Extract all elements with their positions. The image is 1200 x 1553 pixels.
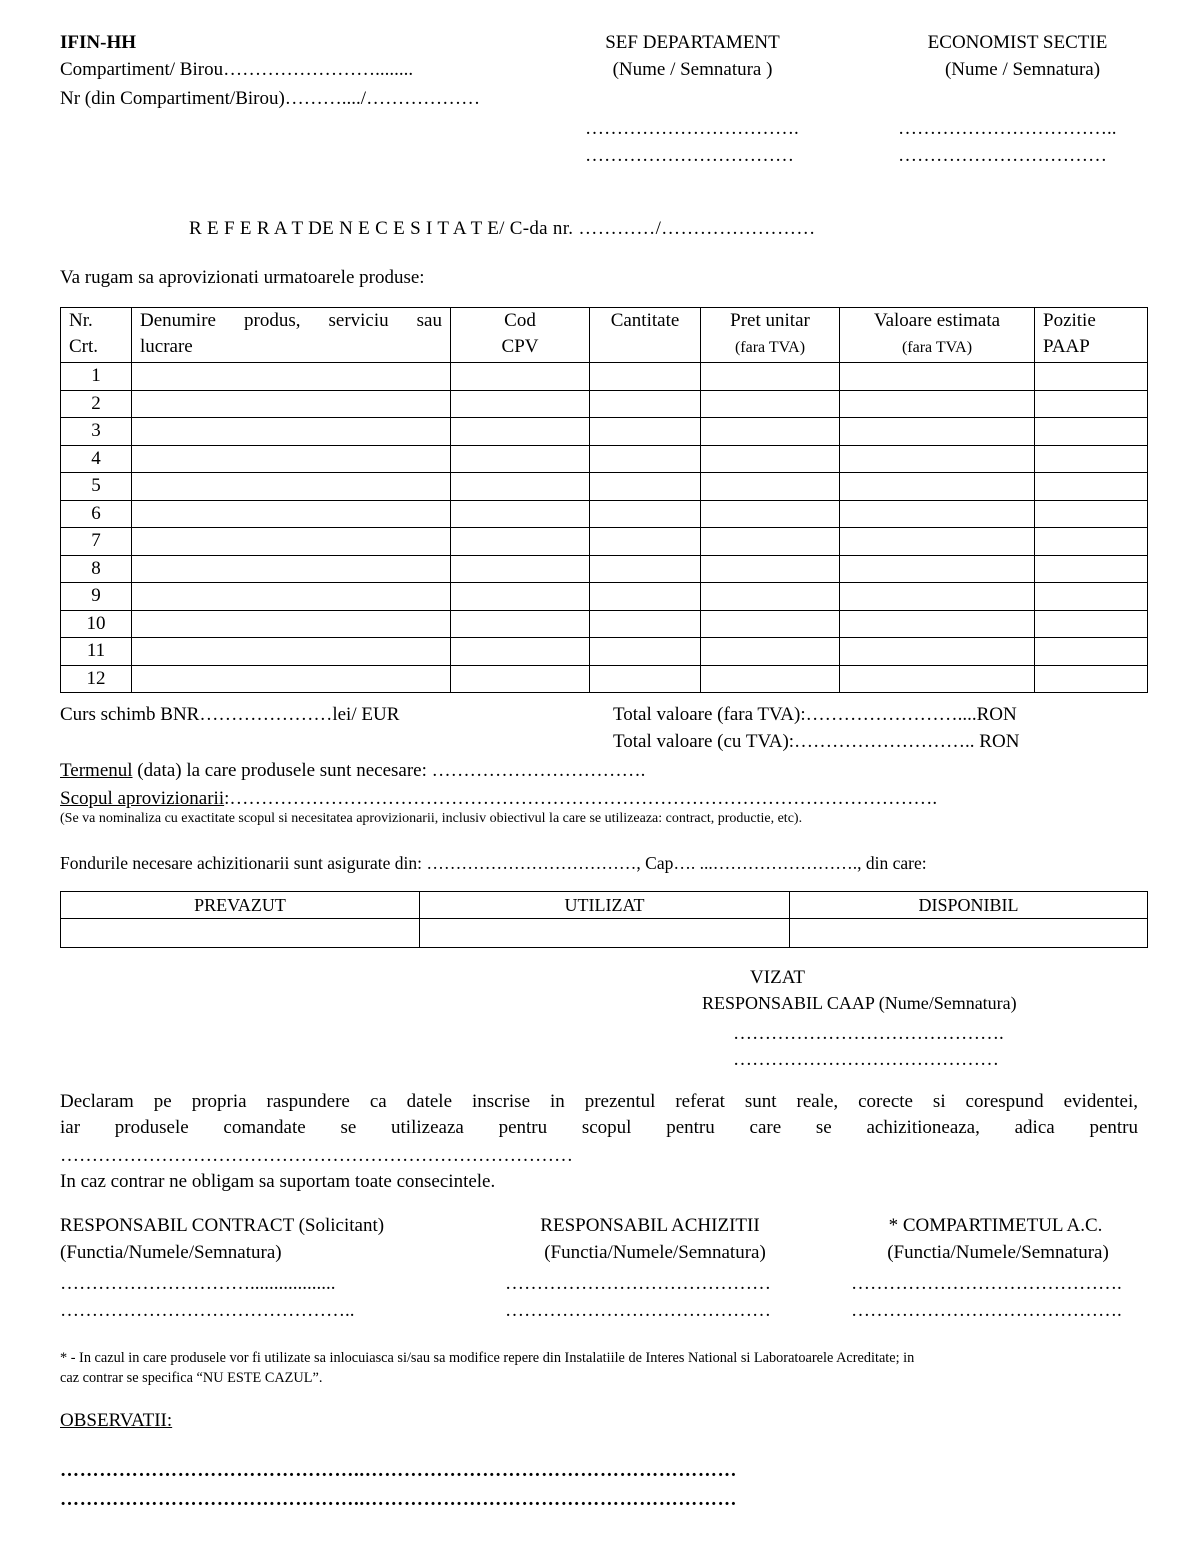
header-pret-unitar: Pret unitar (fara TVA) (701, 308, 840, 363)
funds-utilizat-cell[interactable] (420, 919, 790, 948)
denumire-cell[interactable] (132, 528, 451, 556)
purpose-field[interactable]: Scopul aprovizionarii:…………………………………………………………………………………………………. (60, 788, 938, 809)
valoare-estimata-cell[interactable] (840, 528, 1035, 556)
denumire-cell[interactable] (132, 555, 451, 583)
row-number: 12 (61, 665, 132, 693)
cod-cpv-cell[interactable] (451, 583, 590, 611)
pozitie-paap-cell[interactable] (1035, 418, 1148, 446)
pret-unitar-cell[interactable] (701, 363, 840, 391)
compartment-field[interactable]: Compartiment/ Birou……………………........ (60, 59, 414, 80)
pozitie-paap-cell[interactable] (1035, 638, 1148, 666)
cantitate-cell[interactable] (590, 500, 701, 528)
vizat-title: VIZAT (750, 967, 805, 988)
denumire-cell[interactable] (132, 445, 451, 473)
department-head-signature-line-2[interactable]: …………………………… (585, 145, 794, 166)
denumire-cell[interactable] (132, 583, 451, 611)
denumire-cell[interactable] (132, 665, 451, 693)
cod-cpv-cell[interactable] (451, 665, 590, 693)
table-row (61, 418, 1148, 446)
department-head-title: SEF DEPARTAMENT (605, 32, 780, 53)
pret-unitar-cell[interactable] (701, 610, 840, 638)
pozitie-paap-cell[interactable] (1035, 528, 1148, 556)
observations-line-1[interactable]: ………………………………………..………………………………………………… (60, 1460, 738, 1481)
economist-title: ECONOMIST SECTIE (927, 32, 1108, 53)
declaration-line-4: In caz contrar ne obligam sa suportam toate consecintele. (60, 1171, 496, 1192)
observations-line-2[interactable]: ………………………………………..………………………………………………… (60, 1489, 738, 1510)
valoare-estimata-cell[interactable] (840, 418, 1035, 446)
deadline-label: Termenul (60, 760, 133, 781)
vizat-signature-line-2[interactable]: …………………………………… (733, 1049, 999, 1070)
row-number: 10 (61, 610, 132, 638)
cod-cpv-cell[interactable] (451, 473, 590, 501)
organization-name: IFIN-HH (60, 32, 136, 53)
ac-signature-line-2[interactable]: ……………………………………. (851, 1300, 1122, 1321)
pret-unitar-cell[interactable] (701, 445, 840, 473)
funds-value-row (61, 919, 1148, 948)
table-row (61, 390, 1148, 418)
valoare-estimata-cell[interactable] (840, 363, 1035, 391)
funds-header-prevazut: PREVAZUT (61, 892, 420, 919)
contract-signature-line-1[interactable]: ………………………….................. (60, 1273, 336, 1294)
acquisitions-signature-line-2[interactable]: …………………………………… (505, 1300, 771, 1321)
funds-header-disponibil: DISPONIBIL (790, 892, 1148, 919)
acquisitions-signature-line-1[interactable]: …………………………………… (505, 1273, 771, 1294)
cantitate-cell[interactable] (590, 473, 701, 501)
ac-compartment-title: * COMPARTIMETUL A.C. (888, 1215, 1103, 1236)
denumire-cell[interactable] (132, 500, 451, 528)
cod-cpv-cell[interactable] (451, 390, 590, 418)
department-head-signature-line-1[interactable]: ……………………………. (585, 118, 799, 139)
funds-header-utilizat: UTILIZAT (420, 892, 790, 919)
table-row (61, 638, 1148, 666)
row-number: 1 (61, 363, 132, 391)
declaration-line-1: Declaram pe propria raspundere ca datele inscrise in prezentul referat sunt reale, corecte si corespund evidentei, (60, 1091, 1138, 1112)
pozitie-paap-cell[interactable] (1035, 363, 1148, 391)
funds-table (60, 891, 1148, 948)
table-row (61, 583, 1148, 611)
row-number: 2 (61, 390, 132, 418)
table-row (61, 555, 1148, 583)
pret-unitar-cell[interactable] (701, 638, 840, 666)
cantitate-cell[interactable] (590, 528, 701, 556)
cod-cpv-cell[interactable] (451, 500, 590, 528)
valoare-estimata-cell[interactable] (840, 665, 1035, 693)
header-denumire: Denumire produs, serviciu sau lucrare (132, 308, 451, 363)
cod-cpv-cell[interactable] (451, 363, 590, 391)
cantitate-cell[interactable] (590, 418, 701, 446)
observations-label: OBSERVATII: (60, 1410, 173, 1431)
pret-unitar-cell[interactable] (701, 390, 840, 418)
pret-unitar-cell[interactable] (701, 528, 840, 556)
cantitate-cell[interactable] (590, 665, 701, 693)
valoare-estimata-cell[interactable] (840, 638, 1035, 666)
cantitate-cell[interactable] (590, 390, 701, 418)
declaration-line-2: iar produsele comandate se utilizeaza pentru scopul pentru care se achizitioneaza, adica pentru (60, 1117, 1138, 1138)
header-nr: Nr. Crt. (61, 308, 132, 363)
denumire-cell[interactable] (132, 418, 451, 446)
table-row (61, 445, 1148, 473)
cod-cpv-cell[interactable] (451, 610, 590, 638)
acquisitions-responsible-subtitle: (Functia/Numele/Semnatura) (544, 1242, 766, 1263)
pret-unitar-cell[interactable] (701, 418, 840, 446)
pozitie-paap-cell[interactable] (1035, 500, 1148, 528)
valoare-estimata-cell[interactable] (840, 610, 1035, 638)
pozitie-paap-cell[interactable] (1035, 555, 1148, 583)
table-row (61, 528, 1148, 556)
total-with-vat-field[interactable]: Total valoare (cu TVA):……………………….. RON (613, 731, 1020, 752)
pozitie-paap-cell[interactable] (1035, 390, 1148, 418)
pret-unitar-cell[interactable] (701, 583, 840, 611)
ac-compartment-subtitle: (Functia/Numele/Semnatura) (887, 1242, 1109, 1263)
vizat-signature-line-1[interactable]: ……………………………………. (733, 1023, 1004, 1044)
header-cantitate: Cantitate (590, 308, 701, 363)
cantitate-cell[interactable] (590, 445, 701, 473)
department-head-subtitle: (Nume / Semnatura ) (612, 59, 773, 80)
pret-unitar-cell[interactable] (701, 555, 840, 583)
funds-disponibil-cell[interactable] (790, 919, 1148, 948)
table-row (61, 473, 1148, 501)
valoare-estimata-cell[interactable] (840, 555, 1035, 583)
cantitate-cell[interactable] (590, 363, 701, 391)
funds-header-row (61, 892, 1148, 919)
intro-text: Va rugam sa aprovizionati urmatoarele produse: (60, 267, 425, 288)
funds-source-field[interactable]: Fondurile necesare achizitionarii sunt asigurate din: ………………………………, Cap…. ...……………………., din care: (60, 853, 927, 873)
vizat-subtitle: RESPONSABIL CAAP (Nume/Semnatura) (702, 993, 1017, 1013)
pozitie-paap-cell[interactable] (1035, 583, 1148, 611)
registration-number-field[interactable]: Nr (din Compartiment/Birou)………..../……………… (60, 88, 481, 109)
denumire-cell[interactable] (132, 638, 451, 666)
exchange-rate-field[interactable]: Curs schimb BNR…………………lei/ EUR (60, 704, 400, 725)
row-number: 9 (61, 583, 132, 611)
header-cod-cpv: Cod CPV (451, 308, 590, 363)
row-number: 7 (61, 528, 132, 556)
row-number: 4 (61, 445, 132, 473)
contract-responsible-subtitle: (Functia/Numele/Semnatura) (60, 1242, 282, 1263)
cantitate-cell[interactable] (590, 555, 701, 583)
row-number: 5 (61, 473, 132, 501)
contract-signature-line-2[interactable]: ……………………………………….. (60, 1300, 355, 1321)
acquisitions-responsible-title: RESPONSABIL ACHIZITII (540, 1215, 760, 1236)
cantitate-cell[interactable] (590, 583, 701, 611)
valoare-estimata-cell[interactable] (840, 390, 1035, 418)
cod-cpv-cell[interactable] (451, 418, 590, 446)
table-row (61, 665, 1148, 693)
row-number: 3 (61, 418, 132, 446)
table-row (61, 363, 1148, 391)
footnote-line-2: caz contrar se specifica “NU ESTE CAZUL”. (60, 1370, 323, 1386)
products-table (60, 307, 1148, 693)
denumire-cell[interactable] (132, 390, 451, 418)
cod-cpv-cell[interactable] (451, 555, 590, 583)
pozitie-paap-cell[interactable] (1035, 610, 1148, 638)
declaration-purpose-field[interactable]: ……………………………………………………………………… (60, 1145, 573, 1166)
document-title: R E F E R A T DE N E C E S I T A T E/ C-da nr. …………/…………………… (189, 218, 816, 239)
denumire-cell[interactable] (132, 473, 451, 501)
denumire-cell[interactable] (132, 610, 451, 638)
pret-unitar-cell[interactable] (701, 500, 840, 528)
economist-subtitle: (Nume / Semnatura) (944, 59, 1101, 80)
total-without-vat-field[interactable]: Total valoare (fara TVA):……………………....RON (613, 704, 1017, 725)
table-header-row (61, 308, 1148, 363)
economist-signature-line-2[interactable]: …………………………… (898, 145, 1107, 166)
header-valoare-estimata: Valoare estimata (fara TVA) (840, 308, 1035, 363)
row-number: 8 (61, 555, 132, 583)
footnote-line-1: * - In cazul in care produsele vor fi utilizate sa inlocuiasca si/sau sa modifice repere din Instalatiile de Interes National si Laboratoarele Acreditate; in (60, 1350, 915, 1366)
header-pozitie-paap: Pozitie PAAP (1035, 308, 1148, 363)
pozitie-paap-cell[interactable] (1035, 445, 1148, 473)
pret-unitar-cell[interactable] (701, 665, 840, 693)
pret-unitar-cell[interactable] (701, 473, 840, 501)
denumire-cell[interactable] (132, 363, 451, 391)
valoare-estimata-cell[interactable] (840, 500, 1035, 528)
purpose-note: (Se va nominaliza cu exactitate scopul si necesitatea aprovizionarii, inclusiv obiectivul la care se utilizeaza: contract, productie, etc). (60, 811, 803, 826)
pozitie-paap-cell[interactable] (1035, 665, 1148, 693)
row-number: 6 (61, 500, 132, 528)
contract-responsible-title: RESPONSABIL CONTRACT (Solicitant) (60, 1215, 385, 1236)
economist-signature-line-1[interactable]: …………………………….. (898, 118, 1117, 139)
cod-cpv-cell[interactable] (451, 638, 590, 666)
ac-signature-line-1[interactable]: ……………………………………. (851, 1273, 1122, 1294)
pozitie-paap-cell[interactable] (1035, 473, 1148, 501)
valoare-estimata-cell[interactable] (840, 445, 1035, 473)
valoare-estimata-cell[interactable] (840, 473, 1035, 501)
deadline-field[interactable]: Termenul (data) la care produsele sunt necesare: ……………………………. (60, 760, 646, 781)
row-number: 11 (61, 638, 132, 666)
funds-prevazut-cell[interactable] (61, 919, 420, 948)
table-row (61, 610, 1148, 638)
purpose-label: Scopul aprovizionarii (60, 788, 225, 809)
table-row (61, 500, 1148, 528)
cantitate-cell[interactable] (590, 638, 701, 666)
cod-cpv-cell[interactable] (451, 445, 590, 473)
valoare-estimata-cell[interactable] (840, 583, 1035, 611)
cantitate-cell[interactable] (590, 610, 701, 638)
cod-cpv-cell[interactable] (451, 528, 590, 556)
